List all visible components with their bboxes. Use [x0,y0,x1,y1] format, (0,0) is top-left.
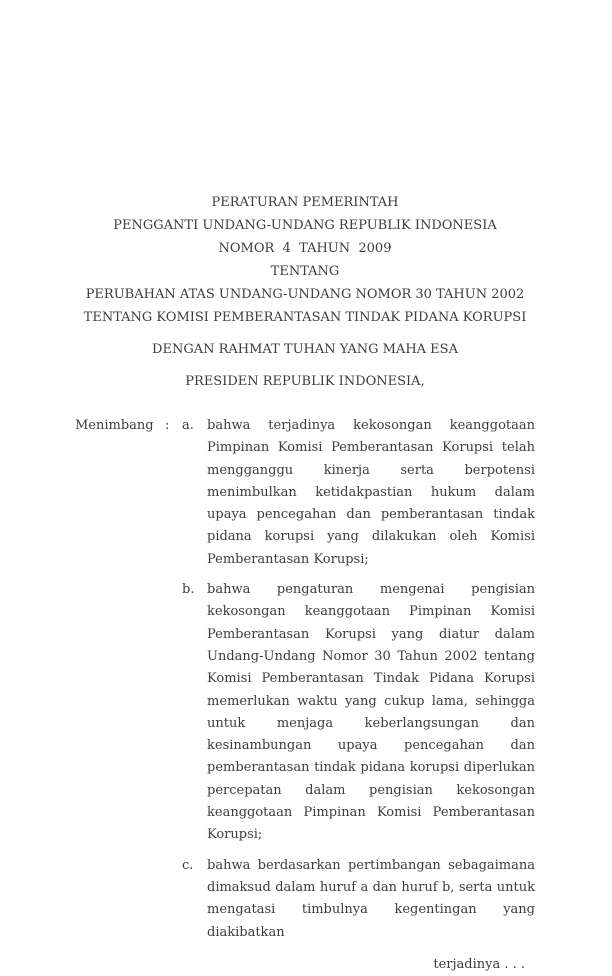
document-title-block [75,191,535,329]
considering-item-a [182,415,535,571]
title-line-subject-1: PERUBAHAN ATAS UNDANG-UNDANG NOMOR 30 TAHUN 2002 [85,287,525,302]
item-a-marker: a. [182,418,194,433]
title-line-subject-2: TENTANG KOMISI PEMBERANTASAN TINDAK PIDANA KORUPSI [83,310,527,325]
catchword: terjadinya . . . [433,956,525,972]
item-b-text: bahwa pengaturan mengenai pengisian kekosongan keanggotaan Pimpinan Komisi Pemberantasan Korupsi yang diatur dalam Undang-Undang Nomor 30 Tahun 2002 tentang Komisi Pemberantasan Tindak Pidana Korupsi memerlukan waktu yang cukup lama, sehingga untuk menjaga keberlangsungan dan kesinambungan upaya pencegahan dan pemberantasan tindak pidana korupsi diperlukan percepatan dalam pengisian kekosongan keanggotaan Pimpinan Komisi Pemberantasan Korupsi; [207,582,535,843]
item-c-marker: c. [182,857,194,873]
considering-section [75,415,535,944]
considering-items [182,415,535,944]
considering-item-c [182,855,535,944]
considering-item-b [182,579,535,847]
item-c-text: bahwa berdasarkan pertimbangan sebagaimana dimaksud dalam huruf a dan huruf b, serta untuk mengatasi timbulnya kegentingan yang diakibatkan [207,857,535,940]
authority-line: PRESIDEN REPUBLIK INDONESIA, [185,374,425,389]
title-line-regulation-type: PERATURAN PEMERINTAH [211,195,399,210]
title-line-tentang: TENTANG [270,264,340,279]
item-b-marker: b. [182,582,195,598]
invocation-line: DENGAN RAHMAT TUHAN YANG MAHA ESA [152,342,458,357]
considering-label: Menimbang [75,418,154,433]
considering-colon: : [165,418,170,433]
item-a-text: bahwa terjadinya kekosongan keanggotaan Pimpinan Komisi Pemberantasan Korupsi telah mengganggu kinerja serta berpotensi menimbulkan ketidakpastian hukum dalam upaya pencegahan dan pemberantasan tindak pidana korupsi yang dilakukan oleh Komisi Pemberantasan Korupsi; [207,418,535,567]
title-line-regulation-type-2: PENGGANTI UNDANG-UNDANG REPUBLIK INDONESIA [113,218,497,233]
title-line-number-year: NOMOR 4 TAHUN 2009 [218,241,392,256]
